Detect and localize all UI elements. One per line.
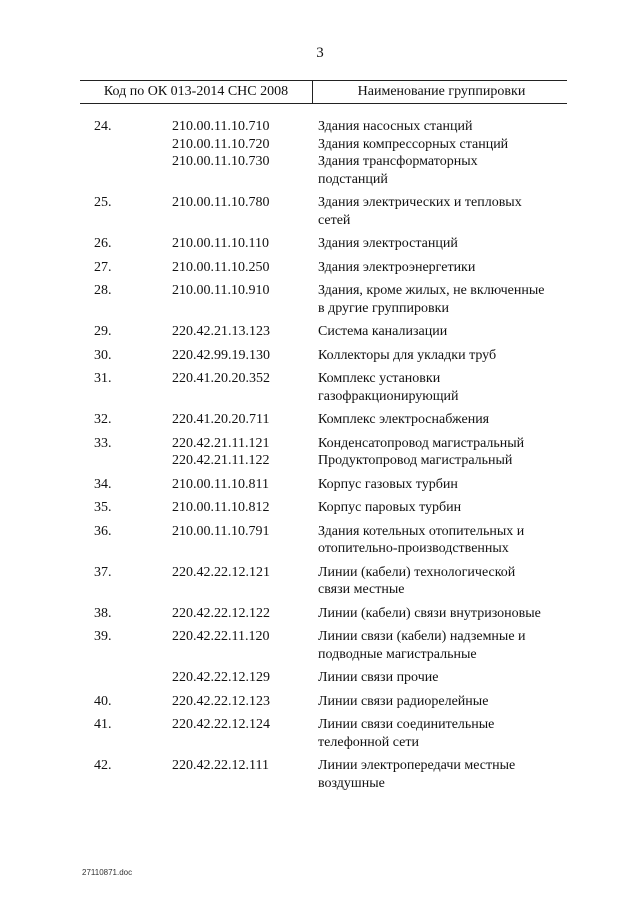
row-code: 210.00.11.10.780 bbox=[172, 195, 270, 210]
header-name-column: Наименование группировки bbox=[357, 84, 526, 99]
table-row bbox=[0, 118, 640, 188]
row-code: 220.42.21.11.122 bbox=[172, 453, 270, 468]
row-name-line: Здания электрических и тепловых bbox=[318, 195, 522, 210]
row-codes bbox=[172, 476, 312, 494]
row-name-line: воздушные bbox=[318, 775, 385, 791]
row-code: 210.00.11.10.730 bbox=[172, 154, 270, 169]
row-codes bbox=[172, 499, 312, 517]
row-number: 27. bbox=[94, 259, 112, 275]
row-name-line: Здания насосных станций bbox=[318, 119, 473, 134]
page-number: 3 bbox=[316, 45, 324, 61]
table-header bbox=[80, 80, 567, 104]
row-number: 28. bbox=[94, 283, 112, 298]
table-row bbox=[0, 757, 640, 792]
table-row bbox=[0, 564, 640, 599]
row-codes bbox=[172, 411, 312, 429]
row-name-line: Линии связи (кабели) надземные и bbox=[318, 629, 526, 644]
row-name bbox=[318, 476, 568, 494]
row-name-line: Комплекс электроснабжения bbox=[318, 412, 490, 427]
row-codes bbox=[172, 194, 312, 212]
row-name-line: Конденсатопровод магистральный bbox=[318, 435, 525, 451]
row-number: 31. bbox=[94, 371, 112, 386]
row-name bbox=[318, 757, 568, 792]
row-code: 210.00.11.10.720 bbox=[172, 136, 270, 152]
row-name bbox=[318, 669, 568, 687]
table-body bbox=[0, 118, 640, 798]
row-name-line: Здания электроэнергетики bbox=[318, 259, 476, 275]
row-name-line: Линии связи радиорелейные bbox=[318, 693, 489, 709]
row-number: 37. bbox=[94, 564, 112, 580]
row-codes bbox=[172, 605, 312, 623]
row-code: 220.42.21.13.123 bbox=[172, 324, 270, 339]
row-code: 210.00.11.10.710 bbox=[172, 119, 270, 134]
row-name-line: Линии (кабели) связи внутризоновые bbox=[318, 605, 541, 621]
row-codes bbox=[172, 716, 312, 734]
row-codes bbox=[172, 347, 312, 365]
table-row bbox=[0, 259, 640, 277]
row-codes bbox=[172, 693, 312, 711]
row-code: 220.41.20.20.711 bbox=[172, 412, 270, 427]
row-number: 26. bbox=[94, 236, 112, 251]
table-row bbox=[0, 235, 640, 253]
row-code: 210.00.11.10.910 bbox=[172, 283, 270, 298]
table-row bbox=[0, 499, 640, 517]
table-row bbox=[0, 194, 640, 229]
row-code: 220.42.21.11.121 bbox=[172, 435, 270, 451]
row-name-line: газофракционирующий bbox=[318, 388, 459, 404]
row-name-line: подстанций bbox=[318, 171, 388, 187]
table-row bbox=[0, 435, 640, 470]
row-name bbox=[318, 347, 568, 365]
row-code: 220.42.22.12.111 bbox=[172, 758, 269, 773]
row-name bbox=[318, 693, 568, 711]
row-code: 220.42.22.11.120 bbox=[172, 629, 270, 644]
row-name-line: Линии (кабели) технологической bbox=[318, 564, 516, 580]
row-name-line: Корпус паровых турбин bbox=[318, 500, 462, 515]
table-row bbox=[0, 693, 640, 711]
row-number: 24. bbox=[94, 119, 112, 134]
row-code: 210.00.11.10.811 bbox=[172, 476, 269, 492]
row-codes bbox=[172, 370, 312, 388]
row-number: 25. bbox=[94, 195, 112, 210]
row-code: 210.00.11.10.791 bbox=[172, 523, 270, 539]
row-name bbox=[318, 411, 568, 429]
row-number: 30. bbox=[94, 347, 112, 363]
table-row bbox=[0, 282, 640, 317]
table-row bbox=[0, 628, 640, 663]
row-codes bbox=[172, 564, 312, 582]
row-number: 34. bbox=[94, 476, 112, 492]
row-codes bbox=[172, 323, 312, 341]
row-name-line: Здания, кроме жилых, не включенные bbox=[318, 283, 545, 298]
row-name-line: сетей bbox=[318, 212, 351, 228]
row-name bbox=[318, 370, 568, 405]
table-row bbox=[0, 370, 640, 405]
table-row bbox=[0, 347, 640, 365]
row-number: 35. bbox=[94, 500, 112, 515]
row-code: 220.41.20.20.352 bbox=[172, 371, 270, 386]
row-name bbox=[318, 605, 568, 623]
row-codes bbox=[172, 259, 312, 277]
row-number: 36. bbox=[94, 523, 112, 539]
row-codes bbox=[172, 118, 312, 171]
row-name bbox=[318, 564, 568, 599]
table-row bbox=[0, 323, 640, 341]
row-name-line: Система канализации bbox=[318, 324, 448, 339]
row-name-line: Здания котельных отопительных и bbox=[318, 523, 525, 539]
row-codes bbox=[172, 628, 312, 646]
row-number: 40. bbox=[94, 693, 112, 709]
row-name-line: подводные магистральные bbox=[318, 646, 477, 662]
row-name-line: Корпус газовых турбин bbox=[318, 476, 458, 492]
row-code: 220.42.22.12.121 bbox=[172, 564, 270, 580]
row-number: 42. bbox=[94, 758, 112, 773]
row-name-line: Здания электростанций bbox=[318, 236, 458, 251]
row-name bbox=[318, 523, 568, 558]
row-name-line: Линии связи соединительные bbox=[318, 717, 495, 732]
table-row bbox=[0, 605, 640, 623]
header-code-column: Код по ОК 013-2014 СНС 2008 bbox=[103, 84, 289, 99]
footer-filename: 27110871.doc bbox=[82, 868, 133, 877]
row-name-line: Здания компрессорных станций bbox=[318, 136, 509, 152]
row-name-line: телефонной сети bbox=[318, 734, 419, 750]
row-name-line: Линии электропередачи местные bbox=[318, 758, 516, 773]
row-name bbox=[318, 628, 568, 663]
row-name bbox=[318, 282, 568, 317]
row-number: 33. bbox=[94, 435, 112, 451]
header-divider bbox=[312, 81, 313, 103]
row-name-line: Продуктопровод магистральный bbox=[318, 453, 513, 468]
row-name-line: Коллекторы для укладки труб bbox=[318, 347, 497, 363]
row-name bbox=[318, 259, 568, 277]
row-code: 220.42.22.12.129 bbox=[172, 670, 270, 685]
table-row bbox=[0, 411, 640, 429]
row-name bbox=[318, 435, 568, 470]
row-name bbox=[318, 235, 568, 253]
row-name bbox=[318, 499, 568, 517]
table-row bbox=[0, 669, 640, 687]
row-number: 32. bbox=[94, 412, 112, 427]
row-name-line: связи местные bbox=[318, 582, 405, 597]
row-codes bbox=[172, 669, 312, 687]
row-codes bbox=[172, 523, 312, 541]
row-name bbox=[318, 118, 568, 188]
row-code: 220.42.99.19.130 bbox=[172, 347, 270, 363]
row-codes bbox=[172, 757, 312, 775]
row-codes bbox=[172, 282, 312, 300]
row-code: 210.00.11.10.250 bbox=[172, 259, 270, 275]
row-name-line: Здания трансформаторных bbox=[318, 154, 478, 169]
row-name-line: в другие группировки bbox=[318, 300, 449, 316]
row-name bbox=[318, 323, 568, 341]
row-code: 220.42.22.12.122 bbox=[172, 605, 270, 621]
row-codes bbox=[172, 435, 312, 470]
row-code: 220.42.22.12.123 bbox=[172, 693, 270, 709]
row-code: 210.00.11.10.812 bbox=[172, 500, 270, 515]
row-number: 38. bbox=[94, 605, 112, 621]
row-name-line: Линии связи прочие bbox=[318, 670, 439, 685]
table-row bbox=[0, 476, 640, 494]
row-code: 220.42.22.12.124 bbox=[172, 717, 270, 732]
row-number: 29. bbox=[94, 324, 112, 339]
table-row bbox=[0, 523, 640, 558]
row-name-line: отопительно-производственных bbox=[318, 541, 509, 556]
row-name bbox=[318, 716, 568, 751]
row-codes bbox=[172, 235, 312, 253]
row-code: 210.00.11.10.110 bbox=[172, 236, 269, 251]
row-name bbox=[318, 194, 568, 229]
row-number: 41. bbox=[94, 717, 112, 732]
row-name-line: Комплекс установки bbox=[318, 371, 441, 386]
table-row bbox=[0, 716, 640, 751]
row-number: 39. bbox=[94, 629, 112, 644]
